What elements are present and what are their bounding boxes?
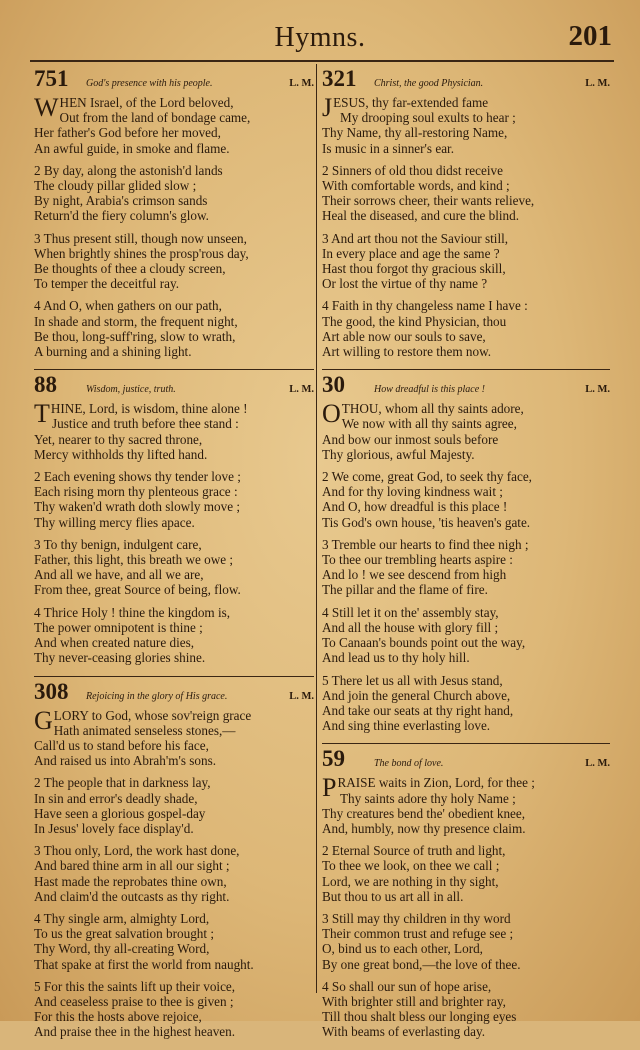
verse-line: For this the hosts above rejoice, <box>34 1009 202 1025</box>
verse-line: By one great bond,—the love of thee. <box>322 956 521 972</box>
verse-line: To thee we look, on thee we call ; <box>322 858 500 874</box>
verse-line: Art able now our souls to save, <box>322 328 486 344</box>
verse-line: We now with all thy saints agree, <box>341 416 517 432</box>
stanza <box>34 231 314 292</box>
verse-line: Yet, nearer to thy sacred throne, <box>34 431 203 447</box>
verse-line: 3 Still may thy children in thy word <box>322 910 511 926</box>
hymn-separator <box>34 676 314 677</box>
verse-line: And ceaseless praise to thee is given ; <box>34 993 234 1009</box>
page-header-title: Hymns. <box>274 22 366 53</box>
verse-line: To us the great salvation brought ; <box>34 926 215 942</box>
verse-line: Hast made the reprobates thine own, <box>34 873 227 889</box>
verse-line: Be thoughts of thee a cloudy screen, <box>34 261 226 277</box>
verse-line: With beams of everlasting day. <box>322 1024 486 1040</box>
verse-line: 4 Still let it on the' assembly stay, <box>322 604 499 620</box>
stanza <box>322 911 610 972</box>
verse-line: To Canaan's bounds point out the way, <box>322 635 526 651</box>
stanza <box>34 163 314 224</box>
verse-line: Hath animated senseless stones,— <box>53 722 236 738</box>
hymn-meter: L. M. <box>585 758 610 770</box>
page-number: 201 <box>568 20 612 52</box>
verse-line: From thee, great Source of being, flow. <box>34 582 241 598</box>
verse-line: An awful guide, in smoke and flame. <box>34 140 230 156</box>
verse-line: Art willing to restore them now. <box>322 344 492 360</box>
verse-line: 5 For this the saints lift up their voice, <box>34 978 236 994</box>
hymn <box>322 372 610 733</box>
verse-line: 2 By day, along the astonish'd lands <box>34 162 223 178</box>
stanza <box>34 298 314 359</box>
hymn-heading <box>34 372 314 400</box>
verse-line: Thy Word, thy all-creating Word, <box>34 941 210 957</box>
verse-line: Thy creatures bend the' obedient knee, <box>322 805 526 821</box>
hymn-meter: L. M. <box>289 690 314 702</box>
verse-line: Till thou shalt bless our longing eyes <box>322 1009 517 1025</box>
verse-line: And sing thine everlasting love. <box>322 718 491 734</box>
verse-line: 3 And art thou not the Saviour still, <box>322 230 509 246</box>
verse-line: When brightly shines the prosp'rous day, <box>34 245 249 261</box>
verse-line: 2 Eternal Source of truth and light, <box>322 843 506 859</box>
verse-line: GLORY to God, whose sov'reign grace <box>34 705 252 735</box>
verse-line: Justice and truth before thee stand : <box>52 416 239 432</box>
hymn-number: 321 <box>322 66 357 91</box>
verse-line: PRAISE waits in Zion, Lord, for thee ; <box>322 773 535 803</box>
verse-line: With brighter still and brighter ray, <box>322 993 506 1009</box>
verse-line: 2 The people that in darkness lay, <box>34 775 211 791</box>
verse-line: And, humbly, now thy presence claim. <box>322 820 526 836</box>
column-divider <box>316 64 317 993</box>
verse-line: 4 So shall our sun of hope arise, <box>322 978 492 994</box>
verse-line: By night, Arabia's crimson sands <box>34 193 208 209</box>
stanza <box>322 469 610 530</box>
hymn <box>34 66 314 359</box>
hymn-meter: L. M. <box>585 384 610 396</box>
verse-line: Their sorrows cheer, their wants relieve, <box>322 193 535 209</box>
verse-line: WHEN Israel, of the Lord beloved, <box>34 93 234 122</box>
verse-line: Thy never-ceasing glories shine. <box>34 650 206 666</box>
verse-line: The good, the kind Physician, thou <box>322 313 507 329</box>
verse-line: In sin and error's deadly shade, <box>34 790 198 806</box>
verse-line: Call'd us to stand before his face, <box>34 737 209 753</box>
verse-line: And when created nature dies, <box>34 635 195 651</box>
verse-line: The power omnipotent is thine ; <box>34 619 203 635</box>
stanza <box>34 843 314 904</box>
stanza <box>34 469 314 530</box>
hymn <box>322 746 610 1039</box>
verse-line: THINE, Lord, is wisdom, thine alone ! <box>34 399 248 429</box>
verse-line: Is music in a sinner's ear. <box>322 140 455 156</box>
verse-line: With comfortable words, and kind ; <box>322 178 510 194</box>
verse-line: And bow our inmost souls before <box>322 431 499 447</box>
verse-line: That spake at first the world from naught. <box>34 956 254 972</box>
verse-line: And join the general Church above, <box>322 687 511 703</box>
hymn-separator <box>34 369 314 370</box>
verse-line: And lead us to thy holy hill. <box>322 650 470 666</box>
verse-line: To temper the deceitful ray. <box>34 276 180 292</box>
stanza <box>322 95 610 156</box>
verse-line: 3 Tremble our hearts to find thee nigh ; <box>322 536 529 552</box>
verse-line: And all the house with glory fill ; <box>322 619 499 635</box>
verse-line: To thee our trembling hearts aspire : <box>322 552 513 568</box>
hymn-title: How dreadful is this place ! <box>374 384 486 396</box>
hymn-number: 88 <box>34 372 57 398</box>
verse-line: A burning and a shining light. <box>34 344 192 360</box>
verse-line: 3 Thus present still, though now unseen, <box>34 230 247 246</box>
verse-line: Tis God's own house, 'tis heaven's gate. <box>322 514 531 530</box>
stanza <box>322 537 610 598</box>
verse-line: Mercy withholds thy lifted hand. <box>34 446 208 462</box>
stanza <box>322 843 610 904</box>
hymn-number: 30 <box>322 372 345 398</box>
verse-line: Return'd the fiery column's glow. <box>34 208 209 224</box>
verse-line: And bared thine arm in all our sight ; <box>34 858 230 874</box>
hymn <box>322 66 610 359</box>
verse-line: Father, this light, this breath we owe ; <box>34 552 234 568</box>
hymn-meter: L. M. <box>289 78 314 89</box>
hymn-number: 308 <box>34 678 69 704</box>
verse-line: Heal the diseased, and cure the blind. <box>322 208 520 224</box>
verse-line: Thy saints adore thy holy Name ; <box>340 790 516 806</box>
hymn-heading <box>34 66 314 94</box>
verse-line: In Jesus' lovely face display'd. <box>34 820 194 836</box>
stanza <box>34 775 314 836</box>
verse-line: 2 Sinners of old thou didst receive <box>322 162 503 178</box>
hymn-heading <box>322 372 610 400</box>
hymn-separator <box>322 369 610 370</box>
verse-line: In every place and age the same ? <box>322 245 500 261</box>
verse-line: 2 We come, great God, to seek thy face, <box>322 469 532 485</box>
verse-line: 3 To thy benign, indulgent care, <box>34 536 202 552</box>
hymn-title: Wisdom, justice, truth. <box>86 384 176 396</box>
verse-line: Their common trust and refuge see ; <box>322 926 514 942</box>
stanza <box>322 163 610 224</box>
verse-line: 4 Faith in thy changeless name I have : <box>322 298 528 314</box>
verse-line: Hast thou forgot thy gracious skill, <box>322 261 506 277</box>
hymn-meter: L. M. <box>289 384 314 396</box>
verse-line: Or lost the virtue of thy name ? <box>322 276 488 292</box>
hymn-number: 751 <box>34 66 69 91</box>
stanza <box>34 705 314 769</box>
verse-line: 4 Thy single arm, almighty Lord, <box>34 910 210 926</box>
verse-line: In shade and storm, the frequent night, <box>34 313 238 329</box>
verse-line: And for thy loving kindness wait ; <box>322 484 503 500</box>
verse-line: Lord, we are nothing in thy sight, <box>322 873 499 889</box>
stanza <box>322 298 610 359</box>
verse-line: Thy glorious, awful Majesty. <box>322 446 475 462</box>
hymn-separator <box>322 743 610 744</box>
verse-line: And take our seats at thy right hand, <box>322 702 514 718</box>
stanza <box>322 673 610 734</box>
verse-line: 3 Thou only, Lord, the work hast done, <box>34 843 240 859</box>
stanza <box>34 401 314 462</box>
verse-line: And praise thee in the highest heaven. <box>34 1024 236 1040</box>
verse-line: Thy willing mercy flies apace. <box>34 514 195 530</box>
stanza <box>34 95 314 156</box>
stanza <box>322 979 610 1040</box>
verse-line: 2 Each evening shows thy tender love ; <box>34 469 241 485</box>
verse-line: And raised us into Abrah'm's sons. <box>34 753 217 769</box>
verse-line: Her father's God before her moved, <box>34 125 221 141</box>
verse-line: 5 There let us all with Jesus stand, <box>322 672 503 688</box>
verse-line: The pillar and the flame of fire. <box>322 582 488 598</box>
hymn-title: Christ, the good Physician. <box>374 78 484 89</box>
header-rule <box>30 60 614 62</box>
hymn-heading <box>322 66 610 94</box>
verse-line: JESUS, thy far-extended fame <box>322 93 489 122</box>
stanza <box>34 911 314 972</box>
stanza <box>322 401 610 462</box>
hymn-title: The bond of love. <box>374 758 444 770</box>
verse-line: And all we have, and all we are, <box>34 567 204 583</box>
hymn-number: 59 <box>322 746 345 772</box>
stanza <box>322 775 610 836</box>
verse-line: And claim'd the outcasts as thy right. <box>34 888 230 904</box>
hymn-heading <box>322 746 610 774</box>
verse-line: Have seen a glorious gospel-day <box>34 805 206 821</box>
verse-line: Each rising morn thy plenteous grace : <box>34 484 238 500</box>
verse-line: 4 Thrice Holy ! thine the kingdom is, <box>34 604 231 620</box>
hymn <box>34 679 314 1040</box>
stanza <box>34 605 314 666</box>
verse-line: But thou to us art all in all. <box>322 888 464 904</box>
verse-line: The cloudy pillar glided slow ; <box>34 178 197 194</box>
hymn-title: Rejoicing in the glory of His grace. <box>86 690 228 702</box>
verse-line: My drooping soul exults to hear ; <box>340 110 516 126</box>
right-column <box>322 66 610 1050</box>
left-column <box>34 66 314 1050</box>
verse-line: Out from the land of bondage came, <box>59 110 251 126</box>
verse-line: 4 And O, when gathers on our path, <box>34 298 222 314</box>
verse-line: Be thou, long-suff'ring, slow to wrath, <box>34 328 236 344</box>
verse-line: And O, how dreadful is this place ! <box>322 499 508 515</box>
hymn-meter: L. M. <box>585 78 610 89</box>
hymn-heading <box>34 679 314 707</box>
stanza <box>322 605 610 666</box>
verse-line: Thy waken'd wrath doth slowly move ; <box>34 499 241 515</box>
stanza <box>34 537 314 598</box>
verse-line: Thy Name, thy all-restoring Name, <box>322 125 508 141</box>
hymn <box>34 372 314 665</box>
hymn-title: God's presence with his people. <box>86 78 213 89</box>
verse-line: OTHOU, whom all thy saints adore, <box>322 399 524 429</box>
verse-line: O, bind us to each other, Lord, <box>322 941 483 957</box>
verse-line: And lo ! we see descend from high <box>322 567 507 583</box>
stanza <box>34 979 314 1040</box>
stanza <box>322 231 610 292</box>
